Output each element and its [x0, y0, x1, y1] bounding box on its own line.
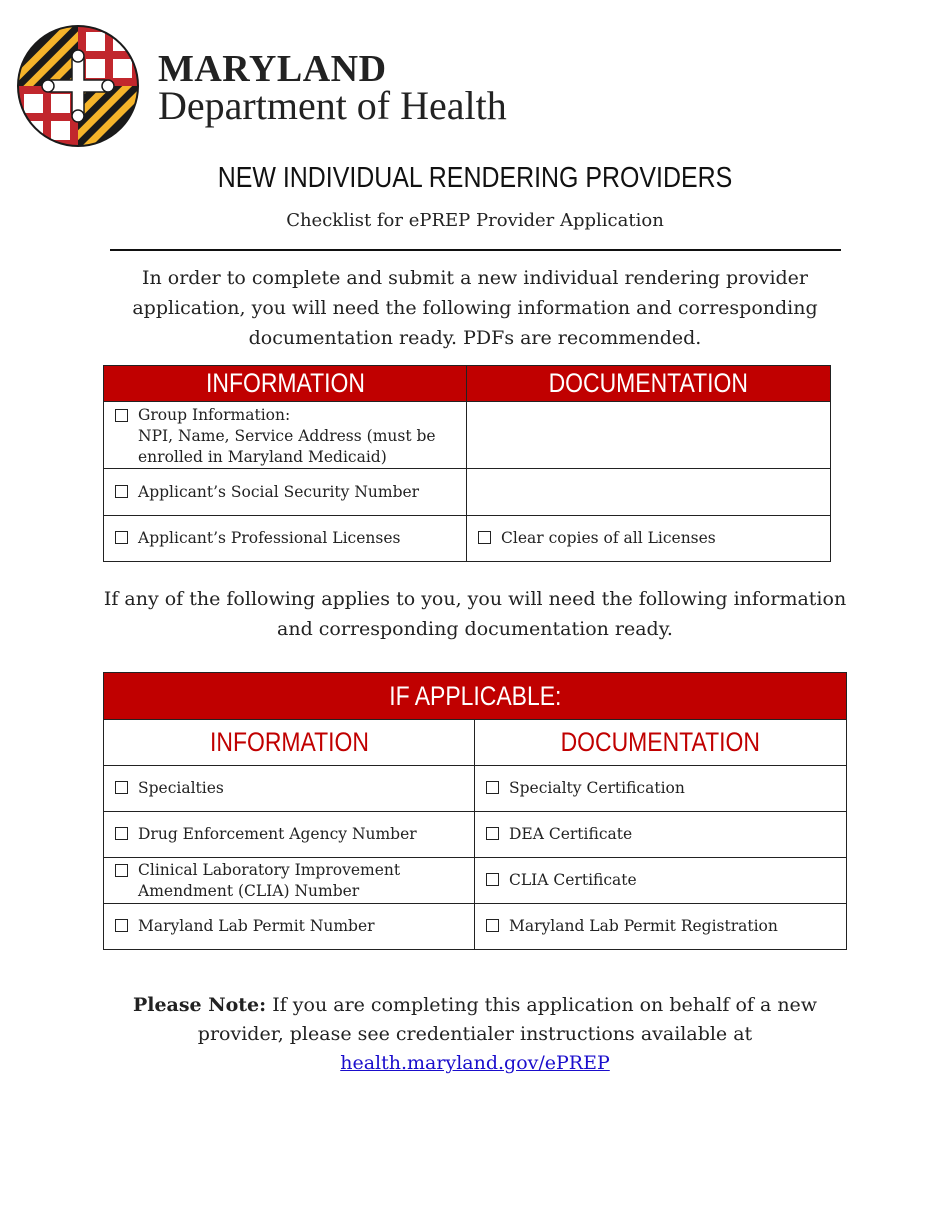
- page-subtitle: Checklist for ePREP Provider Application: [286, 210, 664, 231]
- checklist-doc-label: Clear copies of all Licenses: [501, 529, 716, 547]
- if-applicable-table: [103, 672, 847, 950]
- eprep-link[interactable]: health.maryland.gov/ePREP: [340, 1052, 610, 1074]
- checklist-item-label: Drug Enforcement Agency Number: [138, 825, 417, 843]
- checklist-doc-label: Specialty Certification: [509, 779, 685, 797]
- checklist-item-label: Maryland Lab Permit Number: [138, 917, 375, 935]
- checklist-item-label: Clinical Laboratory Improvement: [138, 861, 401, 879]
- title-divider: [110, 249, 841, 251]
- applicable-intro: If any of the following applies to you, you will need the following information and corresponding documentation ready.: [103, 588, 847, 640]
- page-title: NEW INDIVIDUAL RENDERING PROVIDERS: [217, 162, 733, 194]
- empty-doc-cell: [467, 402, 831, 469]
- maryland-flag-seal-icon: [16, 24, 140, 148]
- checklist-item-label: Applicant’s Social Security Number: [138, 482, 420, 501]
- note-text: If you are completing this application on behalf of a new provider, please see credentialer instructions available at: [197, 994, 818, 1045]
- checkbox[interactable]: [115, 919, 128, 932]
- checkbox[interactable]: [115, 531, 128, 544]
- table-row: [104, 516, 831, 562]
- checkbox[interactable]: [486, 781, 499, 794]
- checkbox[interactable]: [478, 531, 491, 544]
- checkbox[interactable]: [486, 919, 499, 932]
- checklist-item-label: Applicant’s Professional Licenses: [138, 529, 401, 547]
- intro-paragraph: In order to complete and submit a new individual rendering provider application, you will need the following information and corresponding documentation ready. PDFs are recommended.: [132, 267, 818, 349]
- checklist-item-detail: NPI, Name, Service Address (must be enrolled in Maryland Medicaid): [138, 427, 436, 466]
- please-note: [120, 991, 830, 1078]
- table-row: [104, 766, 847, 812]
- checkbox[interactable]: [486, 873, 499, 886]
- table-row: [104, 812, 847, 858]
- table-row: [104, 904, 847, 950]
- checkbox[interactable]: [115, 781, 128, 794]
- table-row: [104, 469, 831, 516]
- checkbox[interactable]: [115, 864, 128, 877]
- col-header-documentation: DOCUMENTATION: [475, 720, 847, 766]
- checklist-item-label: Specialties: [138, 779, 224, 797]
- checklist-doc-label: Maryland Lab Permit Registration: [509, 917, 778, 935]
- note-label: Please Note:: [132, 994, 267, 1016]
- empty-doc-cell: [467, 469, 831, 516]
- checklist-doc-label: CLIA Certificate: [509, 871, 637, 889]
- col-header-information: INFORMATION: [104, 720, 475, 766]
- required-checklist-table: [103, 365, 831, 562]
- checkbox[interactable]: [486, 827, 499, 840]
- col-header-documentation: DOCUMENTATION: [467, 366, 831, 402]
- col-header-information: INFORMATION: [104, 366, 467, 402]
- table-row: [104, 402, 831, 469]
- org-name-line2: Department of Health: [158, 83, 507, 128]
- org-name-line1: MARYLAND: [158, 48, 387, 90]
- checklist-item-label: Group Information:: [138, 406, 291, 424]
- checkbox[interactable]: [115, 827, 128, 840]
- checklist-doc-label: DEA Certificate: [509, 825, 633, 843]
- table-row: [104, 858, 847, 904]
- org-name: [158, 50, 507, 126]
- checkbox[interactable]: [115, 409, 128, 422]
- checklist-item-detail: Amendment (CLIA) Number: [138, 882, 360, 900]
- checkbox[interactable]: [115, 485, 128, 498]
- if-applicable-banner: IF APPLICABLE:: [104, 673, 847, 720]
